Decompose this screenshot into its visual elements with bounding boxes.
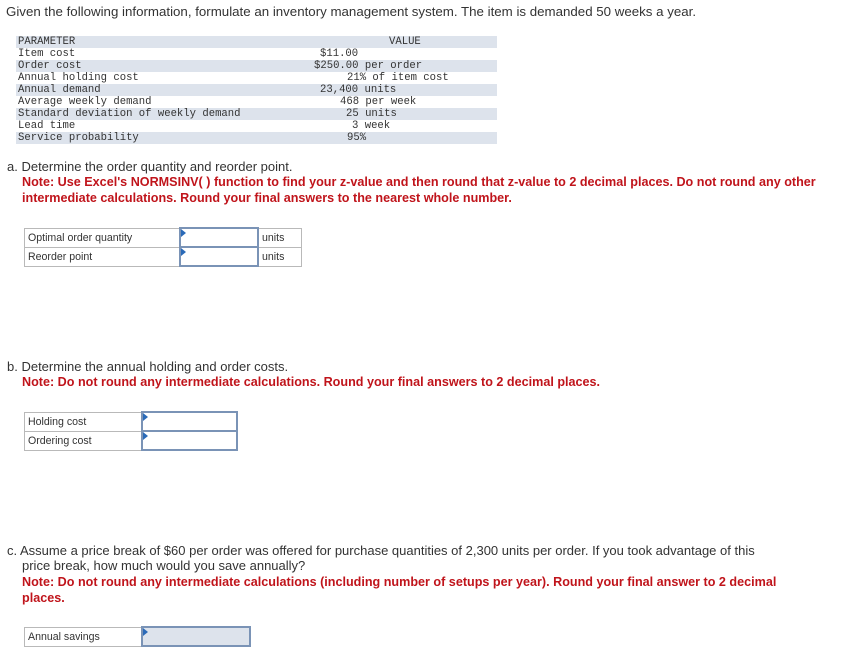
- holding-cost-input[interactable]: [143, 414, 236, 430]
- param-name: Lead time: [18, 120, 76, 132]
- optimal-order-quantity-label: Optimal order quantity: [25, 228, 181, 247]
- reorder-point-label: Reorder point: [25, 247, 181, 266]
- input-flag-icon: [181, 229, 186, 237]
- holding-cost-cell: [142, 412, 237, 431]
- param-name: Item cost: [18, 48, 76, 60]
- unit-label: units: [258, 228, 302, 247]
- param-value: 25 units: [346, 108, 397, 120]
- part-c-answer-table: [24, 626, 251, 647]
- input-flag-icon: [181, 248, 186, 256]
- param-value: 21% of item cost: [347, 72, 449, 84]
- table-row: [25, 228, 302, 247]
- holding-cost-label: Holding cost: [25, 412, 143, 431]
- problem-intro: Given the following information, formulate an inventory management system. The item is demanded 50 weeks a year.: [6, 4, 697, 19]
- header-value: VALUE: [389, 36, 421, 48]
- optimal-order-quantity-cell: [180, 228, 258, 247]
- table-row: [16, 60, 497, 72]
- param-name: Average weekly demand: [18, 96, 152, 108]
- table-row: [25, 412, 238, 431]
- ordering-cost-label: Ordering cost: [25, 431, 143, 450]
- param-name: Annual holding cost: [18, 72, 139, 84]
- param-value: 23,400 units: [320, 84, 397, 96]
- table-row: [16, 72, 497, 84]
- input-flag-icon: [143, 413, 148, 421]
- part-b-answer-table: [24, 411, 238, 451]
- param-value: $250.00 per order: [314, 60, 423, 72]
- ordering-cost-input[interactable]: [143, 433, 236, 449]
- reorder-point-cell: [180, 247, 258, 266]
- part-c-question-line2: price break, how much would you save annually?: [22, 558, 306, 573]
- part-b-question: b. Determine the annual holding and order costs.: [7, 359, 289, 374]
- optimal-order-quantity-input[interactable]: [181, 230, 257, 246]
- table-row: [25, 247, 302, 266]
- reorder-point-input[interactable]: [181, 249, 257, 265]
- unit-label: units: [258, 247, 302, 266]
- param-value: 468 per week: [340, 96, 417, 108]
- param-name: Standard deviation of weekly demand: [18, 108, 241, 120]
- parameter-table: [16, 36, 497, 144]
- annual-savings-cell: [142, 627, 250, 646]
- table-row: [25, 627, 251, 646]
- annual-savings-label: Annual savings: [25, 627, 143, 646]
- table-row: [16, 120, 497, 132]
- input-flag-icon: [143, 628, 148, 636]
- ordering-cost-cell: [142, 431, 237, 450]
- part-a-question: a. Determine the order quantity and reorder point.: [7, 159, 293, 174]
- part-c-question-line1: c. Assume a price break of $60 per order was offered for purchase quantities of 2,300 units per order. If you took advantage of this: [7, 543, 755, 558]
- table-row: [25, 431, 238, 450]
- param-value: 95%: [347, 132, 367, 144]
- table-row: [16, 108, 497, 120]
- param-name: Order cost: [18, 60, 82, 72]
- param-name: Annual demand: [18, 84, 101, 96]
- part-a-answer-table: [24, 227, 302, 267]
- param-value: $11.00: [320, 48, 359, 60]
- parameter-table-header: [16, 36, 497, 48]
- header-parameter: PARAMETER: [18, 36, 76, 48]
- table-row: [16, 84, 497, 96]
- annual-savings-input[interactable]: [143, 629, 249, 645]
- table-row: [16, 132, 497, 144]
- part-c-note: Note: Do not round any intermediate calculations (including number of setups per year). Round your final answer to 2 decimal places.: [22, 575, 777, 605]
- table-row: [16, 96, 497, 108]
- param-value: 3 week: [352, 120, 391, 132]
- part-b-note: Note: Do not round any intermediate calculations. Round your final answers to 2 decimal places.: [22, 375, 601, 389]
- param-name: Service probability: [18, 132, 139, 144]
- input-flag-icon: [143, 432, 148, 440]
- table-row: [16, 48, 497, 60]
- part-a-note: Note: Use Excel's NORMSINV( ) function to find your z-value and then round that z-value to 2 decimal places. Do not round any other intermediate calculations. Round your final answers to the nearest whole number.: [22, 175, 816, 205]
